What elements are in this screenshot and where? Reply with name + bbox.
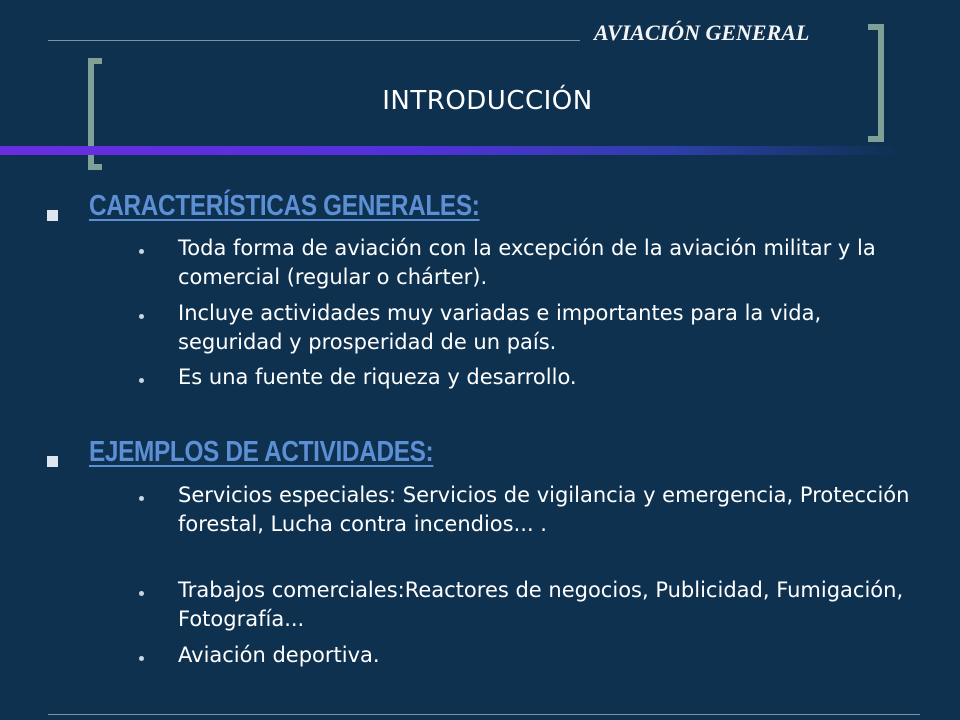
bullet-dot-icon xyxy=(139,656,144,661)
section-heading-examples[interactable]: EJEMPLOS DE ACTIVIDADES: xyxy=(89,436,434,468)
section-heading-characteristics[interactable]: CARACTERÍSTICAS GENERALES: xyxy=(89,190,480,222)
bullet-dot-icon xyxy=(139,378,144,383)
section-bullet-icon xyxy=(47,210,58,221)
bottom-divider xyxy=(48,714,920,715)
list-item: Aviación deportiva. xyxy=(178,643,380,667)
list-item: Es una fuente de riqueza y desarrollo. xyxy=(178,365,577,389)
section-bullet-icon xyxy=(47,456,58,467)
list-item: Toda forma de aviación con la excepción de la aviación militar y la comercial (regular o chárter). xyxy=(178,236,876,289)
list-item: Trabajos comerciales:Reactores de negocios, Publicidad, Fumigación, Fotografía... xyxy=(178,578,904,631)
header-label: AVIACIÓN GENERAL xyxy=(594,20,810,45)
list-item: Incluye actividades muy variadas e importantes para la vida, seguridad y prosperidad de un país. xyxy=(178,301,822,354)
bullet-dot-icon xyxy=(139,591,144,596)
bullet-dot-icon xyxy=(139,314,144,319)
slide-title: INTRODUCCIÓN xyxy=(382,86,593,116)
list-item: Servicios especiales: Servicios de vigilancia y emergencia, Protección forestal, Lucha contra incendios... . xyxy=(178,483,910,536)
bullet-dot-icon xyxy=(139,249,144,254)
accent-bar xyxy=(0,146,900,155)
bullet-dot-icon xyxy=(139,496,144,501)
right-bracket-decoration xyxy=(868,24,884,142)
top-divider xyxy=(48,40,580,41)
